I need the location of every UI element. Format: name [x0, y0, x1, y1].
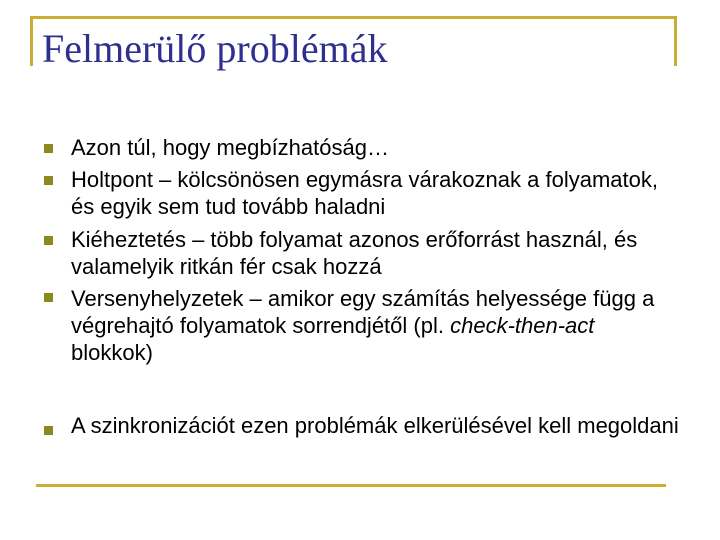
bullet-marker-4 [44, 293, 53, 302]
bullet-item-4-italic: check-then-act [450, 313, 595, 338]
bullet-item-5: A szinkronizációt ezen problémák elkerülésével kell megoldani [71, 413, 679, 438]
bullet-item-1: Azon túl, hogy megbízhatóság… [71, 135, 389, 160]
bullet-marker-1 [44, 144, 53, 153]
bottom-rule [36, 484, 666, 487]
frame-top-rule [30, 16, 677, 19]
bullet-item-4-text: Versenyhelyzetek – amikor egy számítás helyessége függ a végrehajtó folyamatok sorrendjétől (pl. [71, 286, 655, 338]
bullet-item-3: Kiéheztetés – több folyamat azonos erőforrást használ, és valamelyik ritkán fér csak hozzá [71, 227, 638, 279]
frame-left-rule [30, 16, 33, 66]
bullet-item-2: Holtpont – kölcsönösen egymásra várakoznak a folyamatok, és egyik sem tud tovább haladni [71, 167, 658, 219]
bullet-marker-3 [44, 236, 53, 245]
frame-right-rule [674, 16, 677, 66]
bullet-marker-2 [44, 176, 53, 185]
bullet-marker-5 [44, 426, 53, 435]
bullet-item-4-text-end: blokkok) [71, 340, 153, 365]
bullet-item-4 [71, 285, 681, 366]
slide-title: Felmerülő problémák [42, 26, 388, 71]
